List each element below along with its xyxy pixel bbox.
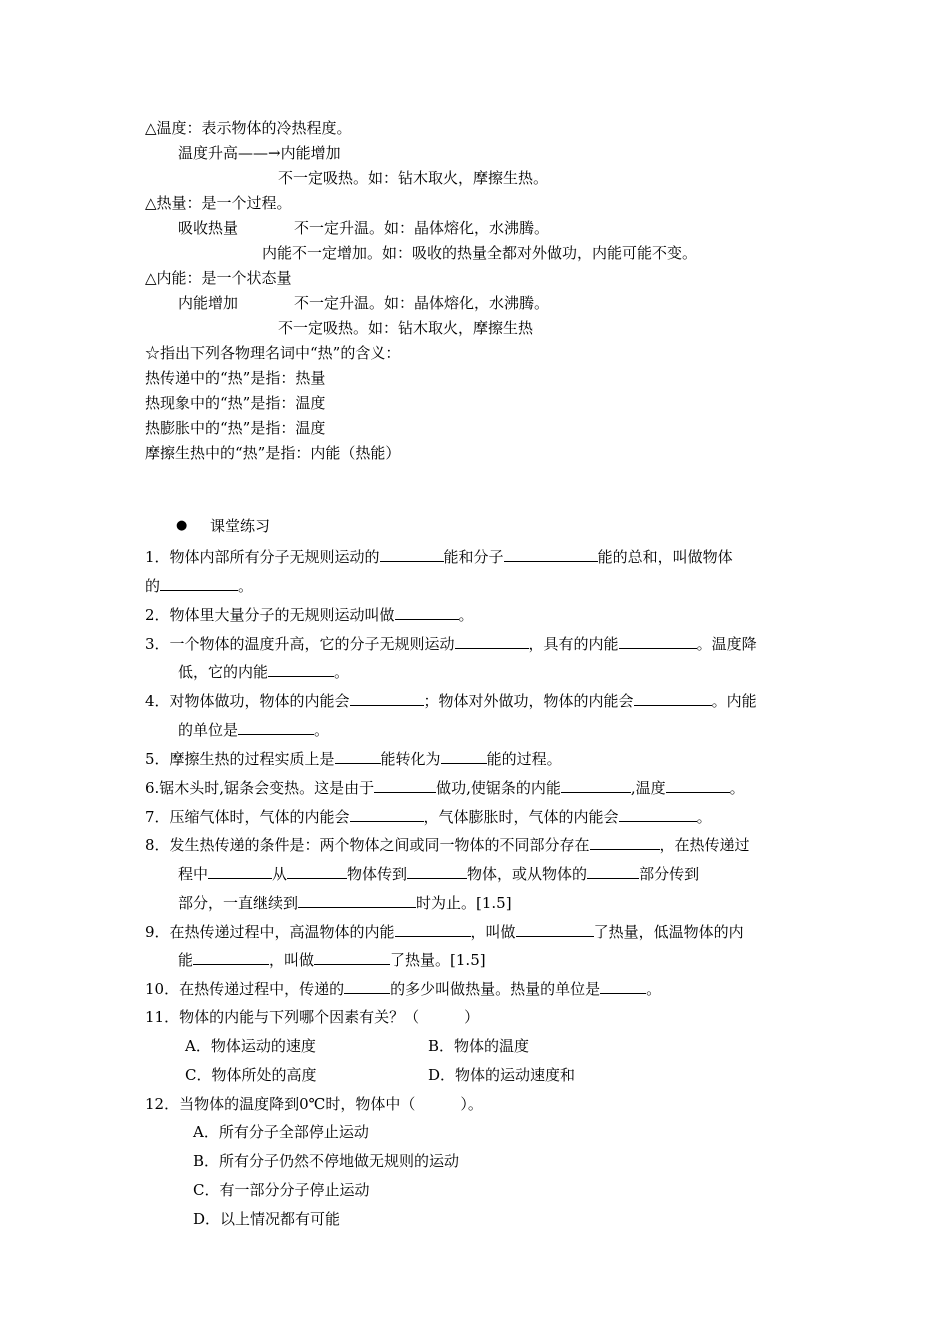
bullet-icon: ● <box>176 518 188 533</box>
question-12-option-c[interactable]: C．有一部分分子停止运动 <box>193 1181 370 1199</box>
question-12-option-b[interactable]: B．所有分子仍然不停地做无规则的运动 <box>193 1152 460 1170</box>
blank[interactable] <box>516 921 594 937</box>
question-9-line-1: 9．在热传递过程中，高温物体的内能 ，叫做 了热量，低温物体的内 <box>145 923 744 941</box>
blank[interactable] <box>561 777 631 793</box>
question-12-option-a[interactable]: A．所有分子全部停止运动 <box>193 1123 369 1141</box>
question-3-line-2: 低，它的内能 。 <box>178 663 350 681</box>
blank[interactable] <box>395 921 471 937</box>
meaning-line-3: 热膨胀中的“热”是指：温度 <box>145 419 326 437</box>
blank[interactable] <box>350 690 424 706</box>
blank[interactable] <box>344 978 390 994</box>
question-4-line-2: 的单位是 。 <box>178 721 330 739</box>
blank[interactable] <box>504 546 598 562</box>
blank[interactable] <box>208 863 272 879</box>
internal-energy-note-2: 不一定吸热。如：钻木取火，摩擦生热 <box>278 319 534 337</box>
meaning-line-1: 热传递中的“热”是指：热量 <box>145 369 326 387</box>
blank[interactable] <box>350 806 424 822</box>
blank[interactable] <box>298 892 416 908</box>
question-11-stem: 11．物体的内能与下列哪个因素有关？（ ） <box>145 1008 480 1026</box>
blank[interactable] <box>160 575 238 591</box>
blank[interactable] <box>455 633 529 649</box>
question-11-option-a[interactable]: A．物体运动的速度 <box>185 1037 316 1055</box>
question-12-stem: 12．当物体的温度降到0℃时，物体中（ ）。 <box>145 1095 483 1113</box>
internal-energy-increase-label: 内能增加 <box>178 294 239 312</box>
question-9-line-2: 能 ，叫做 了热量。[1.5] <box>178 951 486 969</box>
question-2: 2．物体里大量分子的无规则运动叫做 。 <box>145 606 474 624</box>
question-1-line-1: 1．物体内部所有分子无规则运动的 能和分子 能的总和，叫做物体 <box>145 548 733 566</box>
blank[interactable] <box>287 863 347 879</box>
temperature-rise-note: 不一定吸热。如：钻木取火，摩擦生热。 <box>278 169 549 187</box>
meaning-line-4: 摩擦生热中的“热”是指：内能（热能） <box>145 444 401 462</box>
question-7: 7．压缩气体时，气体的内能会 ，气体膨胀时，气体的内能会 。 <box>145 808 712 826</box>
blank[interactable] <box>600 978 646 994</box>
blank[interactable] <box>587 863 639 879</box>
blank[interactable] <box>407 863 467 879</box>
blank[interactable] <box>590 834 660 850</box>
blank[interactable] <box>335 748 381 764</box>
blank[interactable] <box>314 949 390 965</box>
question-8-line-3: 部分，一直继续到 时为止。[1.5] <box>178 894 512 912</box>
blank[interactable] <box>619 806 697 822</box>
internal-energy-note-1: 不一定升温。如：晶体熔化，水沸腾。 <box>294 294 550 312</box>
meaning-line-2: 热现象中的“热”是指：温度 <box>145 394 326 412</box>
question-5: 5．摩擦生热的过程实质上是 能转化为 能的过程。 <box>145 750 562 768</box>
question-12-option-d[interactable]: D．以上情况都有可能 <box>193 1210 341 1228</box>
temperature-heading: △温度：表示物体的冷热程度。 <box>145 119 352 137</box>
temperature-rise-line: 温度升高——→内能增加 <box>178 144 341 162</box>
blank[interactable] <box>619 633 697 649</box>
blank[interactable] <box>268 661 334 677</box>
question-10: 10．在热传递过程中，传递的 的多少叫做热量。热量的单位是 。 <box>145 980 662 998</box>
heat-absorb-label: 吸收热量 <box>178 219 239 237</box>
heat-absorb-note-2: 内能不一定增加。如：吸收的热量全都对外做功，内能可能不变。 <box>262 244 698 262</box>
question-1-line-2: 的 。 <box>145 577 254 595</box>
heat-heading: △热量：是一个过程。 <box>145 194 292 212</box>
question-11-option-c[interactable]: C．物体所处的高度 <box>185 1066 317 1084</box>
question-3-line-1: 3．一个物体的温度升高，它的分子无规则运动 ，具有的内能 。温度降 <box>145 635 757 653</box>
blank[interactable] <box>193 949 269 965</box>
blank[interactable] <box>238 719 314 735</box>
exercise-heading: 课堂练习 <box>210 517 271 535</box>
question-11-option-d[interactable]: D．物体的运动速度和 <box>428 1066 576 1084</box>
blank[interactable] <box>395 604 459 620</box>
question-8-line-1: 8．发生热传递的条件是：两个物体之间或同一物体的不同部分存在 ，在热传递过 <box>145 836 750 854</box>
internal-energy-heading: △内能：是一个状态量 <box>145 269 292 287</box>
blank[interactable] <box>666 777 730 793</box>
star-heading: ☆指出下列各物理名词中“热”的含义： <box>145 344 401 362</box>
blank[interactable] <box>634 690 712 706</box>
heat-absorb-note-1: 不一定升温。如：晶体熔化，水沸腾。 <box>294 219 550 237</box>
question-4-line-1: 4．对物体做功，物体的内能会 ；物体对外做功，物体的内能会 。内能 <box>145 692 757 710</box>
blank[interactable] <box>380 546 444 562</box>
question-8-line-2: 程中 从 物体传到 物体，或从物体的 部分传到 <box>178 865 700 883</box>
blank[interactable] <box>374 777 436 793</box>
question-6: 6.锯木头时,锯条会变热。这是由于 做功,使锯条的内能 ,温度 。 <box>145 779 745 797</box>
question-11-option-b[interactable]: B．物体的温度 <box>428 1037 530 1055</box>
blank[interactable] <box>441 748 487 764</box>
